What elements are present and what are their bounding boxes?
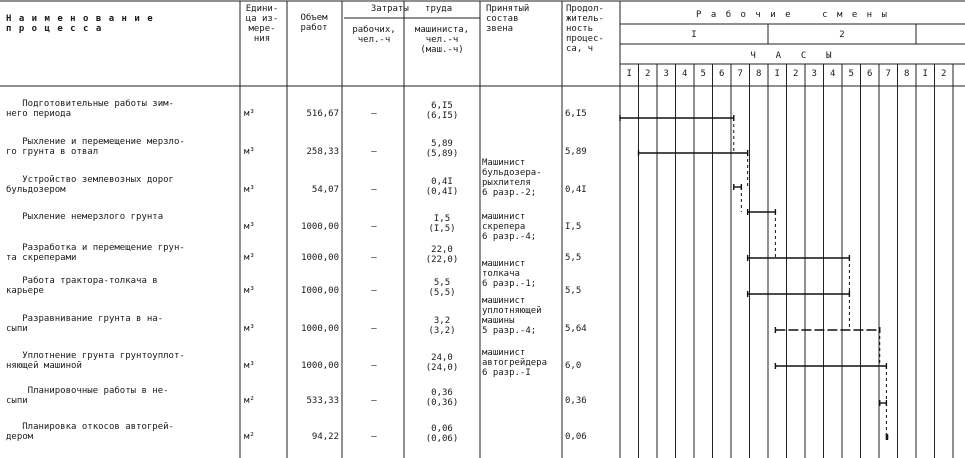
workers-value: – — [371, 324, 377, 334]
machinist-value: 5,89 (5,89) — [425, 139, 459, 159]
header-shift-1: I — [691, 30, 697, 40]
header-crew: Принятый состав звена — [486, 4, 530, 34]
schedule-bar — [734, 184, 742, 190]
header-duration: Продол- житель- ность процес- са, ч — [566, 4, 604, 54]
process-name: Рыхление и перемещение мерзло- го грунта в отвал — [6, 137, 185, 157]
duration-value: 6,I5 — [565, 109, 587, 119]
hour-number: 2 — [645, 69, 651, 79]
hour-number: I — [626, 69, 632, 79]
schedule-bar — [775, 363, 886, 369]
hour-number: 8 — [904, 69, 910, 79]
header-workers: рабочих, чел.-ч — [352, 25, 396, 45]
unit-value: м³ — [244, 361, 255, 371]
duration-value: 5,5 — [565, 286, 582, 296]
duration-value: 0,4I — [565, 185, 587, 195]
hour-number: 4 — [830, 69, 836, 79]
workers-value: – — [371, 361, 377, 371]
process-name: Разработка и перемещение грун- та скреперами — [6, 243, 185, 263]
unit-value: м³ — [244, 109, 255, 119]
process-name: Уплотнение грунта грунтоуплот- няющей машиной — [6, 351, 185, 371]
volume-value: 1000,00 — [301, 222, 339, 232]
machinist-value: 6,I5 (6,I5) — [425, 101, 459, 121]
unit-value: м³ — [244, 185, 255, 195]
volume-value: 533,33 — [306, 396, 339, 406]
hour-number: 5 — [700, 69, 706, 79]
hour-number: 8 — [756, 69, 762, 79]
schedule-bar — [748, 291, 850, 297]
hour-number: 2 — [793, 69, 799, 79]
hour-number: 7 — [885, 69, 891, 79]
schedule-bar — [886, 434, 888, 440]
duration-value: 0,36 — [565, 396, 587, 406]
volume-value: 94,22 — [311, 432, 339, 442]
duration-value: 5,89 — [565, 147, 587, 157]
unit-value: м³ — [244, 222, 255, 232]
unit-value: м² — [244, 432, 255, 442]
workers-value: – — [371, 396, 377, 406]
volume-value: 258,33 — [306, 147, 339, 157]
header-shifts: Р а б о ч и е с м е н ы — [696, 10, 889, 20]
header-hours: Ч А С Ы — [750, 51, 835, 61]
machinist-value: 0,4I (0,4I) — [425, 177, 459, 197]
machinist-value: 0,06 (0,06) — [425, 424, 459, 444]
machinist-value: 3,2 (3,2) — [428, 316, 456, 336]
volume-value: 1000,00 — [301, 253, 339, 263]
process-name: Рыхление немерзлого грунта — [6, 212, 164, 222]
process-name: Планировка откосов автогрей- дером — [6, 422, 174, 442]
volume-value: 1000,00 — [301, 361, 339, 371]
header-machinists: машиниста, чел.-ч (маш.-ч) — [414, 25, 470, 55]
schedule-bar — [748, 255, 850, 261]
header-labor-cost: Затраты труда — [370, 4, 453, 14]
workers-value: – — [371, 185, 377, 195]
hour-number: 7 — [737, 69, 743, 79]
workers-value: – — [371, 109, 377, 119]
hour-number: 5 — [848, 69, 854, 79]
header-unit: Едини- ца из- мере- ния — [245, 4, 279, 44]
schedule-bar — [775, 327, 879, 333]
process-name: Подготовительные работы зим- него периода — [6, 99, 174, 119]
process-name: Работа трактора-толкача в карьере — [6, 276, 158, 296]
duration-value: 6,0 — [565, 361, 582, 371]
machinist-value: 22,0 (22,0) — [425, 245, 459, 265]
unit-value: м³ — [244, 253, 255, 263]
schedule-bar — [748, 209, 776, 215]
duration-value: 5,5 — [565, 253, 582, 263]
crew-grader: машинист автогрейдера 6 разр.-I — [482, 348, 548, 378]
hour-number: 3 — [663, 69, 669, 79]
unit-value: м³ — [244, 324, 255, 334]
crew-compactor: машинист уплотняющей машины 5 разр.-4; — [482, 296, 542, 336]
hour-number: 4 — [682, 69, 688, 79]
hour-number: I — [774, 69, 780, 79]
workers-value: – — [371, 253, 377, 263]
schedule-bar — [880, 400, 887, 406]
hour-number: 2 — [941, 69, 947, 79]
unit-value: м³ — [244, 286, 255, 296]
crew-bulldozer: Машинист бульдозера- рыхлителя 6 разр.-2; — [482, 158, 542, 198]
schedule-bar — [620, 115, 734, 121]
volume-value: 1000,00 — [301, 324, 339, 334]
volume-value: I000,00 — [301, 286, 339, 296]
duration-value: I,5 — [565, 222, 582, 232]
workers-value: – — [371, 286, 377, 296]
machinist-value: I,5 (I,5) — [428, 214, 456, 234]
workers-value: – — [371, 147, 377, 157]
header-shift-2: 2 — [839, 30, 845, 40]
duration-value: 0,06 — [565, 432, 587, 442]
process-name: Разравнивание грунта в на- сыпи — [6, 314, 164, 334]
hour-number: 3 — [811, 69, 817, 79]
hour-number: I — [922, 69, 928, 79]
duration-value: 5,64 — [565, 324, 587, 334]
hour-number: 6 — [719, 69, 725, 79]
volume-value: 516,67 — [306, 109, 339, 119]
volume-value: 54,07 — [311, 185, 339, 195]
header-process-name: Н а и м е н о в а н и е п р о ц е с с а — [6, 14, 154, 34]
header-volume: Объем работ — [300, 13, 328, 33]
process-name: Планировочные работы в не- сыпи — [6, 386, 169, 406]
process-name: Устройство землевозных дорог бульдозером — [6, 175, 174, 195]
unit-value: м³ — [244, 147, 255, 157]
workers-value: – — [371, 432, 377, 442]
machinist-value: 5,5 (5,5) — [428, 278, 456, 298]
machinist-value: 24,0 (24,0) — [425, 353, 459, 373]
machinist-value: 0,36 (0,36) — [425, 388, 459, 408]
crew-pusher: машинист толкача 6 разр.-1; — [482, 259, 537, 289]
workers-value: – — [371, 222, 377, 232]
unit-value: м² — [244, 396, 255, 406]
hour-number: 6 — [867, 69, 873, 79]
crew-scraper: машинист скрепера 6 разр.-4; — [482, 212, 537, 242]
